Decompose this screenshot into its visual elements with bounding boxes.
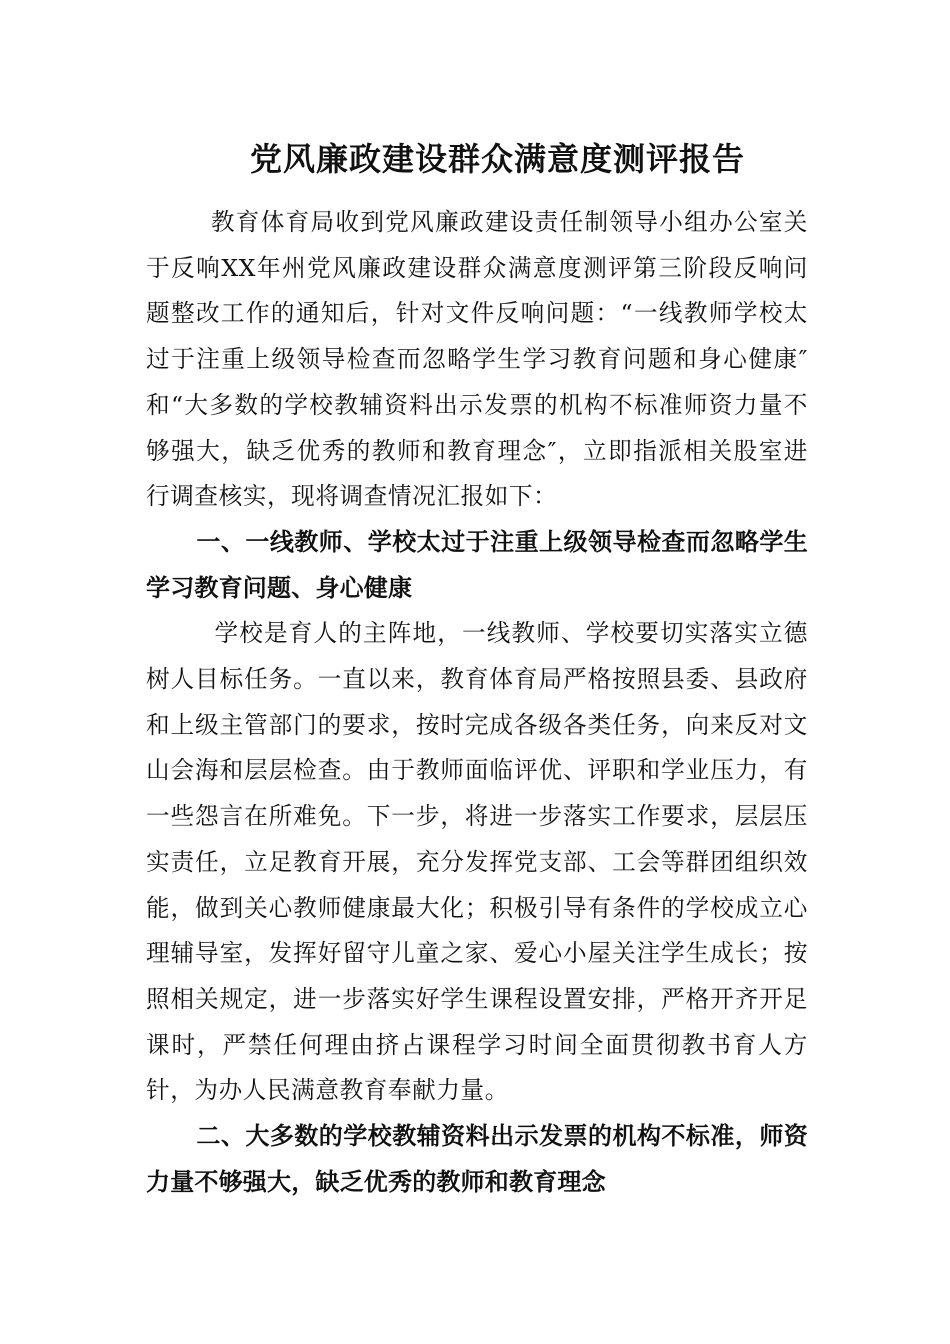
section-2-heading: 二、大多数的学校教辅资料出示发票的机构不标准，师资力量不够强大，缺乏优秀的教师和教育理念 [146,1122,808,1196]
document-body [146,200,808,1205]
section-1-heading: 一、一线教师、学校太过于注重上级领导检查而忽略学生学习教育问题、身心健康 [146,527,808,602]
document-title: 党风廉政建设群众满意度测评报告 [249,140,745,178]
section-1-paragraph: 学校是育人的主阵地，一线教师、学校要切实落实立德树人目标任务。一直以来，教育体育局严格按照县委、县政府和上级主管部门的要求，按时完成各级各类任务，向来反对文山会海和层层检查。由于教师面临评优、评职和学业压力，有一些怨言在所难免。下一步，将进一步落实工作要求，层层压实责任，立足教育开展，充分发挥党支部、工会等群团组织效能，做到关心教师健康最大化；积极引导有条件的学校成立心理辅导室，发挥好留守儿童之家、爱心小屋关注学生成长；按照相关规定，进一步落实好学生课程设置安排，严格开齐开足课时，严禁任何理由挤占课程学习时间全面贯彻教书育人方针，为办人民满意教育奉献力量。 [146,619,808,1105]
intro-paragraph: 教育体育局收到党风廉政建设责任制领导小组办公室关于反响XX年州党风廉政建设群众满意度测评第三阶段反响问题整改工作的通知后，针对文件反响问题：“一线教师学校太过于注重上级领导检查而忽略学生学习教育问题和身心健康″和“大多数的学校教辅资料出示发票的机构不标准师资力量不够强大，缺乏优秀的教师和教育理念″，立即指派相关股室进行调查核实，现将调查情况汇报如下： [146,208,808,511]
